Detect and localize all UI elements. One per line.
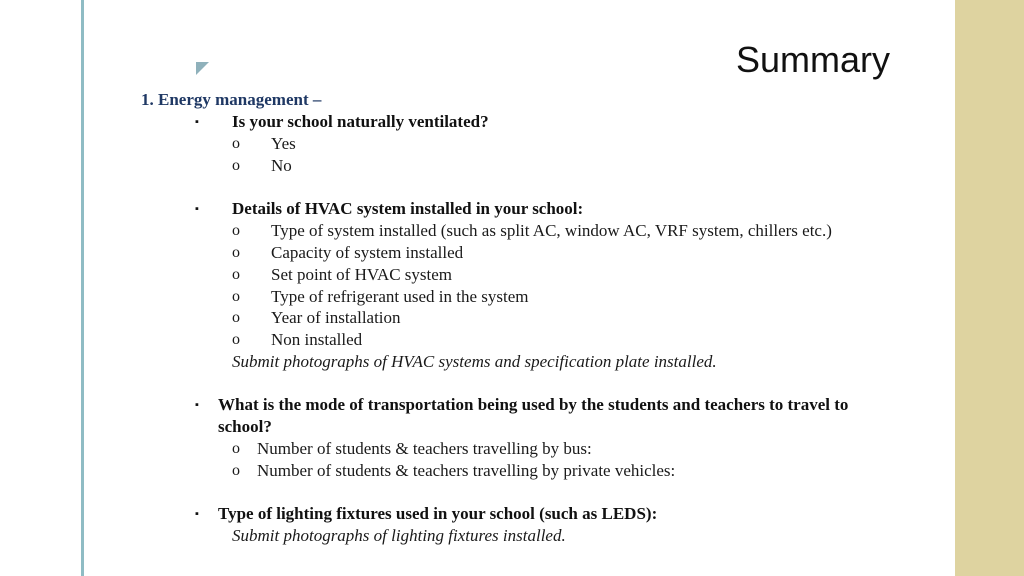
sub-bullet: o [232,157,240,174]
question-hvac: Details of HVAC system installed in your school: [232,199,584,218]
sub-bullet: o [232,135,240,152]
sub-bullet: o [232,244,240,261]
section-heading: 1. Energy management – [141,90,322,109]
sub-bullet: o [232,462,240,479]
square-bullet-icon: ▪ [195,116,199,128]
transport-item: Number of students & teachers travelling by private vehicles: [257,461,676,480]
question-transport-line1: What is the mode of transportation being used by the students and teachers to travel to [218,395,849,414]
question-lighting: Type of lighting fixtures used in your school (such as LEDS): [218,504,658,523]
right-accent-band [955,0,1024,576]
sub-bullet: o [232,222,240,239]
transport-item: Number of students & teachers travelling by bus: [257,439,592,458]
slide-title: Summary [735,39,890,80]
option-yes: Yes [271,134,296,153]
question-transport-line2: school? [218,417,272,436]
lighting-photo-note: Submit photographs of lighting fixtures installed. [232,526,566,545]
question-ventilation: Is your school naturally ventilated? [232,112,489,131]
hvac-item: Type of system installed (such as split AC, window AC, VRF system, chillers etc.) [271,221,832,240]
hvac-item: Type of refrigerant used in the system [271,287,529,306]
sub-bullet: o [232,309,240,326]
square-bullet-icon: ▪ [195,203,199,215]
hvac-item: Non installed [271,330,363,349]
sub-bullet: o [232,266,240,283]
sub-bullet: o [232,331,240,348]
hvac-item: Capacity of system installed [271,243,464,262]
sub-bullet: o [232,288,240,305]
hvac-photo-note: Submit photographs of HVAC systems and specification plate installed. [232,352,717,371]
hvac-item: Year of installation [271,308,401,327]
sub-bullet: o [232,440,240,457]
square-bullet-icon: ▪ [195,508,199,520]
square-bullet-icon: ▪ [195,399,199,411]
option-no: No [271,156,292,175]
hvac-item: Set point of HVAC system [271,265,453,284]
left-accent-bar [81,0,84,576]
corner-triangle-icon [196,62,209,75]
